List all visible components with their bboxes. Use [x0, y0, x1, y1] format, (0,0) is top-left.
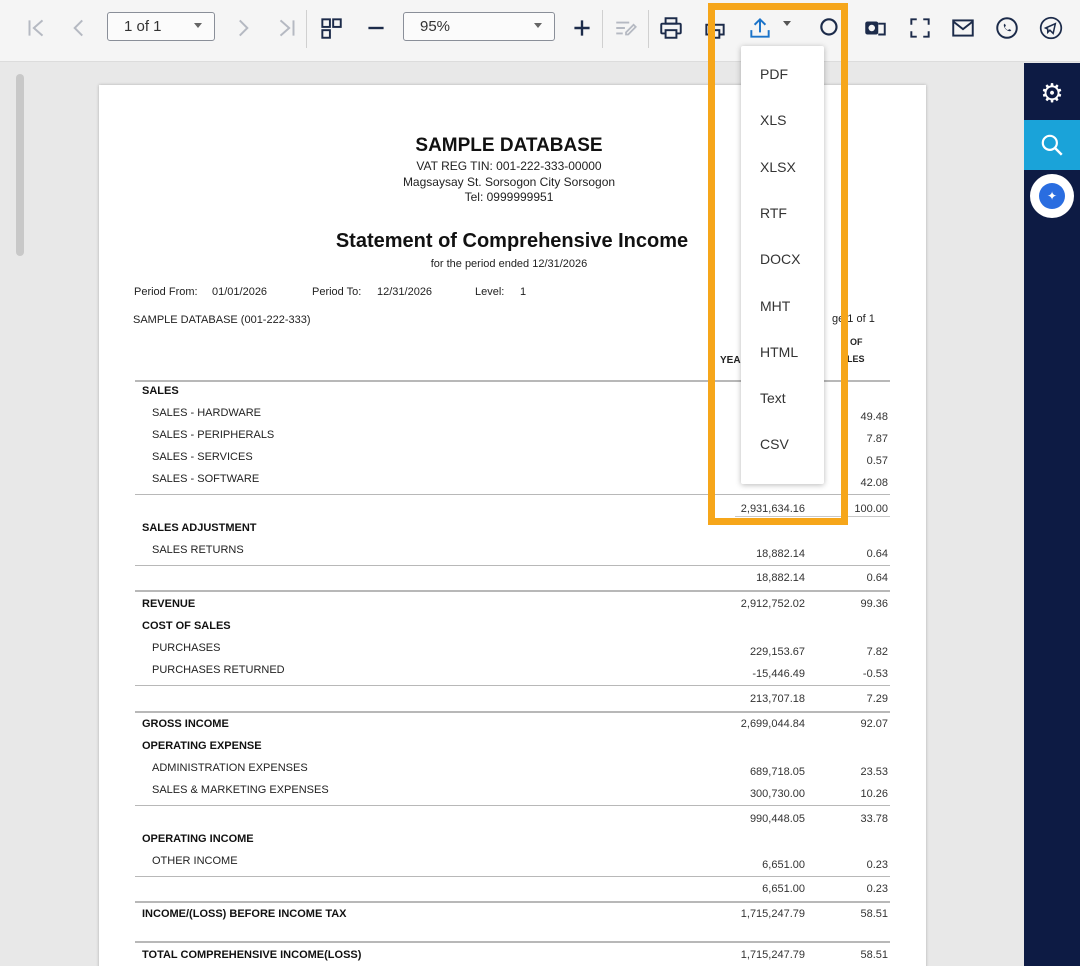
gear-icon: ⚙	[1040, 78, 1064, 108]
page-selector[interactable]	[107, 12, 215, 41]
previous-page-icon[interactable]	[64, 12, 94, 44]
row-operating-income-heading: OPERATING INCOME	[142, 833, 254, 845]
row-label: SALES - SOFTWARE	[152, 473, 260, 485]
row-percent: 58.51	[860, 908, 888, 920]
row-percent: 10.26	[860, 788, 888, 800]
row-label: PURCHASES RETURNED	[152, 664, 285, 676]
export-xls-option[interactable]: XLS	[760, 112, 787, 128]
section-divider	[135, 901, 890, 903]
export-pdf-option[interactable]: PDF	[760, 66, 788, 82]
row-value: 18,882.14	[756, 548, 805, 560]
row-value: 6,651.00	[762, 859, 805, 871]
row-percent: 7.82	[866, 646, 888, 658]
chevron-down-icon	[534, 23, 542, 28]
toolbar	[0, 0, 1080, 62]
row-percent: 7.29	[866, 693, 888, 705]
vat-reg: VAT REG TIN: 001-222-333-00000	[416, 159, 602, 173]
row-percent: 0.64	[866, 548, 888, 560]
row-value: 1,715,247.79	[740, 949, 805, 961]
row-value: 229,153.67	[749, 646, 805, 658]
row-percent: 100.00	[854, 503, 888, 515]
row-percent: 99.36	[860, 598, 888, 610]
row-cost-of-sales-heading: COST OF SALES	[142, 620, 231, 632]
company-address: Magsaysay St. Sorsogon City Sorsogon	[402, 175, 616, 189]
edit-form-icon[interactable]	[611, 12, 641, 44]
section-divider	[135, 941, 890, 943]
period-from-value: 01/01/2026	[212, 286, 268, 298]
first-page-icon[interactable]	[21, 12, 51, 44]
export-xlsx-option[interactable]: XLSX	[760, 159, 796, 175]
row-value: 213,707.18	[749, 693, 805, 705]
zoom-out-icon[interactable]	[361, 12, 391, 44]
row-value: 2,699,044.84	[740, 718, 805, 730]
period-from-label: Period From:	[134, 286, 198, 298]
row-label: SALES RETURNS	[152, 544, 244, 556]
row-percent: 33.78	[860, 813, 888, 825]
row-label: SALES & MARKETING EXPENSES	[152, 784, 329, 796]
export-format-menu	[741, 46, 824, 484]
row-value: 18,882.14	[756, 572, 805, 584]
row-percent: 58.51	[860, 949, 888, 961]
last-page-icon[interactable]	[272, 12, 302, 44]
row-divider	[135, 565, 890, 566]
row-divider	[135, 876, 890, 877]
telegram-icon[interactable]	[1036, 12, 1066, 44]
export-csv-option[interactable]: CSV	[760, 436, 789, 452]
row-revenue: REVENUE	[142, 598, 196, 610]
export-rtf-option[interactable]: RTF	[760, 205, 787, 221]
level-value: 1	[520, 286, 527, 298]
row-value: 1,715,247.79	[740, 908, 805, 920]
row-label: ADMINISTRATION EXPENSES	[152, 762, 308, 774]
right-sidebar	[1024, 63, 1080, 966]
page-selector-value: 1 of 1	[124, 18, 162, 35]
toolbar-divider	[306, 10, 307, 48]
export-html-option[interactable]: HTML	[760, 344, 799, 360]
section-divider	[135, 590, 890, 592]
row-percent: 42.08	[860, 477, 888, 489]
row-value: 2,931,634.16	[740, 503, 805, 515]
outlook-icon[interactable]	[860, 12, 890, 44]
row-label: OTHER INCOME	[152, 855, 238, 867]
page-view-icon[interactable]	[316, 12, 346, 44]
row-total-comprehensive-income: TOTAL COMPREHENSIVE INCOME(LOSS)	[142, 949, 362, 961]
zoom-in-icon[interactable]	[567, 12, 597, 44]
fullscreen-icon[interactable]	[905, 12, 935, 44]
assistant-button[interactable]	[1024, 171, 1080, 221]
row-operating-expense-heading: OPERATING EXPENSE	[142, 740, 262, 752]
company-name: SAMPLE DATABASE	[415, 135, 603, 156]
settings-button[interactable]	[1024, 68, 1080, 118]
row-value: 6,651.00	[762, 883, 805, 895]
row-label: PURCHASES	[152, 642, 221, 654]
row-percent: 23.53	[860, 766, 888, 778]
page-number: ge 1 of 1	[832, 313, 875, 325]
report-title: Statement of Comprehensive Income	[335, 230, 689, 252]
email-icon[interactable]	[948, 12, 978, 44]
row-value: 689,718.05	[749, 766, 805, 778]
search-icon	[1039, 132, 1065, 158]
row-label: SALES - HARDWARE	[152, 407, 262, 419]
level-label: Level:	[475, 286, 505, 298]
assistant-icon: ✦	[1030, 174, 1074, 218]
print-page-icon[interactable]	[700, 12, 730, 44]
row-percent: 0.23	[866, 883, 888, 895]
row-percent: 92.07	[860, 718, 888, 730]
row-value: 2,912,752.02	[740, 598, 805, 610]
row-divider	[135, 685, 890, 686]
zoom-value: 95%	[420, 18, 451, 35]
row-value: 300,730.00	[749, 788, 805, 800]
row-gross-income: GROSS INCOME	[142, 718, 229, 730]
period-to-value: 12/31/2026	[377, 286, 433, 298]
row-sales-heading: SALES	[142, 385, 179, 397]
search-panel-button[interactable]	[1024, 120, 1080, 170]
row-value: 990,448.05	[749, 813, 805, 825]
zoom-selector[interactable]	[403, 12, 555, 41]
column-les-header: LES	[847, 354, 865, 364]
toolbar-divider	[602, 10, 603, 48]
toolbar-divider	[648, 10, 649, 48]
export-docx-option[interactable]: DOCX	[760, 251, 801, 267]
search-icon[interactable]	[815, 12, 845, 44]
chevron-down-icon	[194, 23, 202, 28]
next-page-icon[interactable]	[228, 12, 258, 44]
row-percent: 0.57	[866, 455, 888, 467]
section-divider	[135, 711, 890, 713]
row-sales-adjustment-heading: SALES ADJUSTMENT	[142, 522, 257, 534]
export-mht-option[interactable]: MHT	[760, 298, 791, 314]
export-text-option[interactable]: Text	[760, 390, 786, 406]
row-percent: 7.87	[866, 433, 888, 445]
report-subtitle: for the period ended 12/31/2026	[430, 258, 588, 270]
export-chevron-down-icon[interactable]	[783, 21, 791, 26]
column-year-header: YEA	[720, 355, 741, 366]
row-income-before-tax: INCOME/(LOSS) BEFORE INCOME TAX	[142, 908, 347, 920]
row-divider	[135, 494, 890, 495]
row-percent: -0.53	[862, 668, 888, 680]
whatsapp-icon[interactable]	[992, 12, 1022, 44]
print-icon[interactable]	[656, 12, 686, 44]
row-divider	[135, 805, 890, 806]
export-icon[interactable]	[745, 12, 775, 44]
row-label: SALES - PERIPHERALS	[152, 429, 275, 441]
row-percent: 49.48	[860, 411, 888, 423]
row-value: -15,446.49	[752, 668, 805, 680]
entity-name: SAMPLE DATABASE (001-222-333)	[133, 314, 311, 326]
row-percent: 0.23	[866, 859, 888, 871]
period-to-label: Period To:	[312, 286, 362, 298]
row-percent: 0.64	[866, 572, 888, 584]
column-of-header: OF	[850, 337, 863, 347]
vertical-scrollbar[interactable]	[16, 74, 24, 256]
company-tel: Tel: 0999999951	[464, 190, 554, 204]
row-label: SALES - SERVICES	[152, 451, 253, 463]
subtotal-divider	[735, 516, 890, 517]
